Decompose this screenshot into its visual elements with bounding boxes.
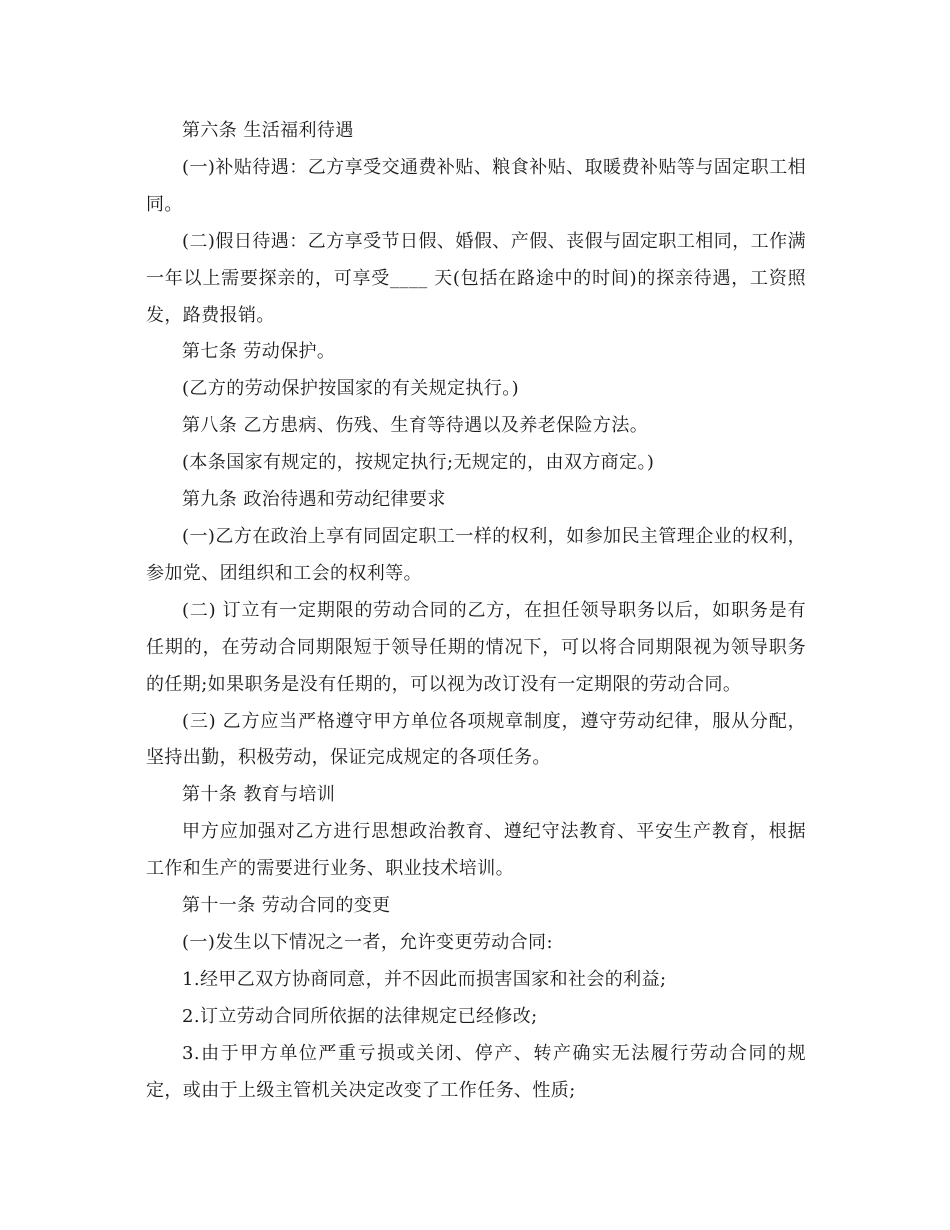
article-6-clause-1: (一)补贴待遇：乙方享受交通费补贴、粮食补贴、取暖费补贴等与固定职工相同。 xyxy=(146,156,806,215)
article-10-body: 甲方应加强对乙方进行思想政治教育、遵纪守法教育、平安生产教育，根据工作和生产的需要进行业务、职业技术培训。 xyxy=(146,821,806,880)
article-6-heading: 第六条 生活福利待遇 xyxy=(182,120,354,141)
article-11-clause-1: (一)发生以下情况之一者，允许变更劳动合同: xyxy=(182,931,553,953)
article-11-item-1: 1.经甲乙双方协商同意，并不因此而损害国家和社会的利益; xyxy=(182,968,667,990)
article-9-heading: 第九条 政治待遇和劳动纪律要求 xyxy=(182,489,446,511)
article-8-heading: 第八条 乙方患病、伤残、生育等待遇以及养老保险方法。 xyxy=(182,415,649,437)
article-11-item-3: 3.由于甲方单位严重亏损或关闭、停产、转产确实无法履行劳动合同的规定，或由于上级主管机关决定改变了工作任务、性质; xyxy=(146,1042,806,1101)
article-8-note: (本条国家有规定的，按规定执行;无规定的，由双方商定。) xyxy=(182,452,655,474)
article-7-heading: 第七条 劳动保护。 xyxy=(182,341,336,363)
article-9-clause-3: (三) 乙方应当严格遵守甲方单位各项规章制度，遵守劳动纪律，服从分配，坚持出勤，积极劳动，保证完成规定的各项任务。 xyxy=(146,710,806,769)
document-body xyxy=(146,113,806,1109)
article-7-note: (乙方的劳动保护按国家的有关规定执行。) xyxy=(182,378,520,400)
article-9-clause-2: (二) 订立有一定期限的劳动合同的乙方，在担任领导职务以后，如职务是有任期的，在劳动合同期限短于领导任期的情况下，可以将合同期限视为领导职务的任期;如果职务是没有任期的，可以视为改订没有一定期限的劳动合同。 xyxy=(146,599,806,695)
article-10-heading: 第十条 教育与培训 xyxy=(182,784,336,806)
article-11-item-2: 2.订立劳动合同所依据的法律规定已经修改; xyxy=(182,1005,538,1027)
article-9-clause-1: (一)乙方在政治上享有同固定职工一样的权利，如参加民主管理企业的权利，参加党、团组织和工会的权利等。 xyxy=(146,525,806,584)
article-11-heading: 第十一条 劳动合同的变更 xyxy=(182,895,391,917)
article-6-clause-2: (二)假日待遇：乙方享受节日假、婚假、产假、丧假与固定职工相同，工作满一年以上需要探亲的，可享受____ 天(包括在路途中的时间)的探亲待遇，工资照发，路费报销。 xyxy=(146,230,806,326)
